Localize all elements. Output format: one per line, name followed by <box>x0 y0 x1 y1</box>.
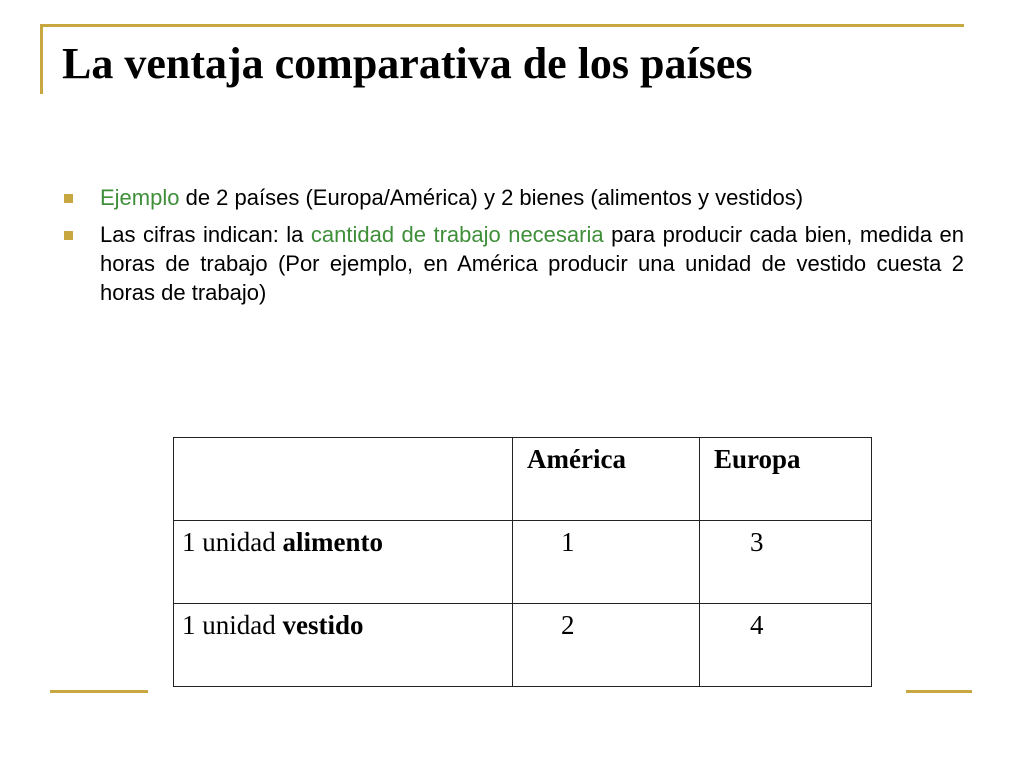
cell-america: 2 <box>513 604 700 687</box>
slide-title: La ventaja comparativa de los países <box>62 39 753 88</box>
labor-hours-table <box>173 437 872 687</box>
bullet-text: para producir cada bien, medida en horas de trabajo (Por ejemplo, en América producir una unidad de vestido cuesta 2 horas de trabajo) <box>100 222 964 305</box>
table-header-empty <box>174 438 513 521</box>
bullet-item <box>62 183 964 212</box>
square-bullet-icon <box>64 194 73 203</box>
row-label-good: alimento <box>282 527 383 557</box>
cell-america: 1 <box>513 521 700 604</box>
cell-europa: 4 <box>700 604 872 687</box>
bullet-text: de 2 países (Europa/América) y 2 bienes (alimentos y vestidos) <box>179 185 804 210</box>
square-bullet-icon <box>64 231 73 240</box>
row-label-prefix: 1 unidad <box>182 610 283 640</box>
table-row <box>174 604 872 687</box>
footer-line-right <box>906 690 972 693</box>
bullet-item <box>62 220 964 307</box>
row-label <box>174 604 513 687</box>
bullet-list <box>62 183 964 315</box>
row-label-prefix: 1 unidad <box>182 527 283 557</box>
frame-left-line <box>40 24 43 94</box>
bullet-text-highlight: Ejemplo <box>100 185 180 210</box>
table-header-row <box>174 438 872 521</box>
table-header-america: América <box>513 438 700 521</box>
row-label <box>174 521 513 604</box>
row-label-good: vestido <box>282 610 364 640</box>
table-row <box>174 521 872 604</box>
bullet-text-highlight: cantidad de trabajo necesaria <box>310 222 604 247</box>
footer-line-left <box>50 690 148 693</box>
table-header-europa: Europa <box>700 438 872 521</box>
cell-europa: 3 <box>700 521 872 604</box>
bullet-text: Las cifras indican: la <box>100 222 311 247</box>
frame-top-line <box>40 24 964 27</box>
